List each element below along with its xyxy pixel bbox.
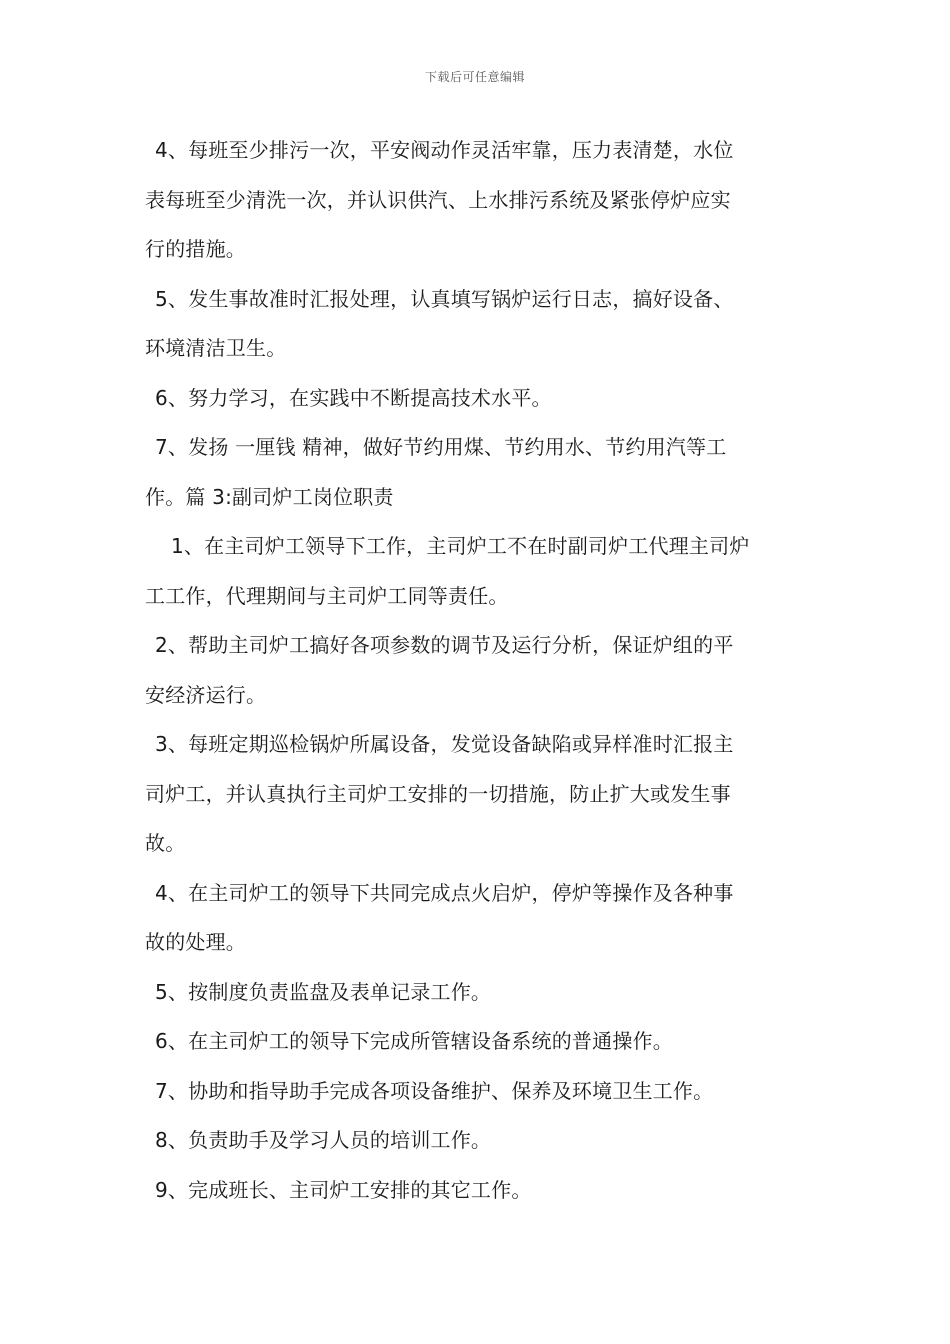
text-line: 2、帮助主司炉工搞好各项参数的调节及运行分析，保证炉组的平 xyxy=(155,633,734,657)
page-header: 下载后可任意编辑 xyxy=(424,70,525,84)
text-line: 故。 xyxy=(145,831,186,855)
document-body xyxy=(145,126,815,1215)
text-line: 4、在主司炉工的领导下共同完成点火启炉，停炉等操作及各种事 xyxy=(155,880,734,905)
text-line: 环境清洁卫生。 xyxy=(145,336,287,360)
text-line: 5、发生事故准时汇报处理，认真填写锅炉运行日志，搞好设备、 xyxy=(155,286,734,311)
text-line: 5、按制度负责监盘及表单记录工作。 xyxy=(155,979,492,1004)
text-line: 工工作，代理期间与主司炉工同等责任。 xyxy=(145,583,509,608)
text-line: 安经济运行。 xyxy=(145,682,267,707)
text-line: 9、完成班长、主司炉工安排的其它工作。 xyxy=(155,1177,532,1202)
text-line: 7、协助和指导助手完成各项设备维护、保养及环境卫生工作。 xyxy=(155,1078,714,1103)
text-line: 故的处理。 xyxy=(145,930,246,954)
text-line: 7、发扬 一厘钱 精神，做好节约用煤、节约用水、节约用汽等工 xyxy=(155,435,727,459)
text-line: 6、努力学习，在实践中不断提高技术水平。 xyxy=(155,385,552,410)
text-line: 作。篇 3:副司炉工岗位职责 xyxy=(145,484,394,509)
text-line: 司炉工，并认真执行主司炉工安排的一切措施，防止扩大或发生事 xyxy=(145,781,731,806)
text-line: 表每班至少清洗一次，并认识供汽、上水排污系统及紧张停炉应实 xyxy=(145,187,731,212)
text-line: 1、在主司炉工领导下工作，主司炉工不在时副司炉工代理主司炉 xyxy=(171,534,750,558)
text-line: 8、负责助手及学习人员的培训工作。 xyxy=(155,1128,492,1152)
text-line: 行的措施。 xyxy=(145,237,246,261)
text-line: 6、在主司炉工的领导下完成所管辖设备系统的普通操作。 xyxy=(155,1029,673,1053)
text-line: 3、每班定期巡检锅炉所属设备，发觉设备缺陷或异样准时汇报主 xyxy=(155,732,734,756)
text-line: 4、每班至少排污一次，平安阀动作灵活牢靠，压力表清楚，水位 xyxy=(155,138,734,162)
